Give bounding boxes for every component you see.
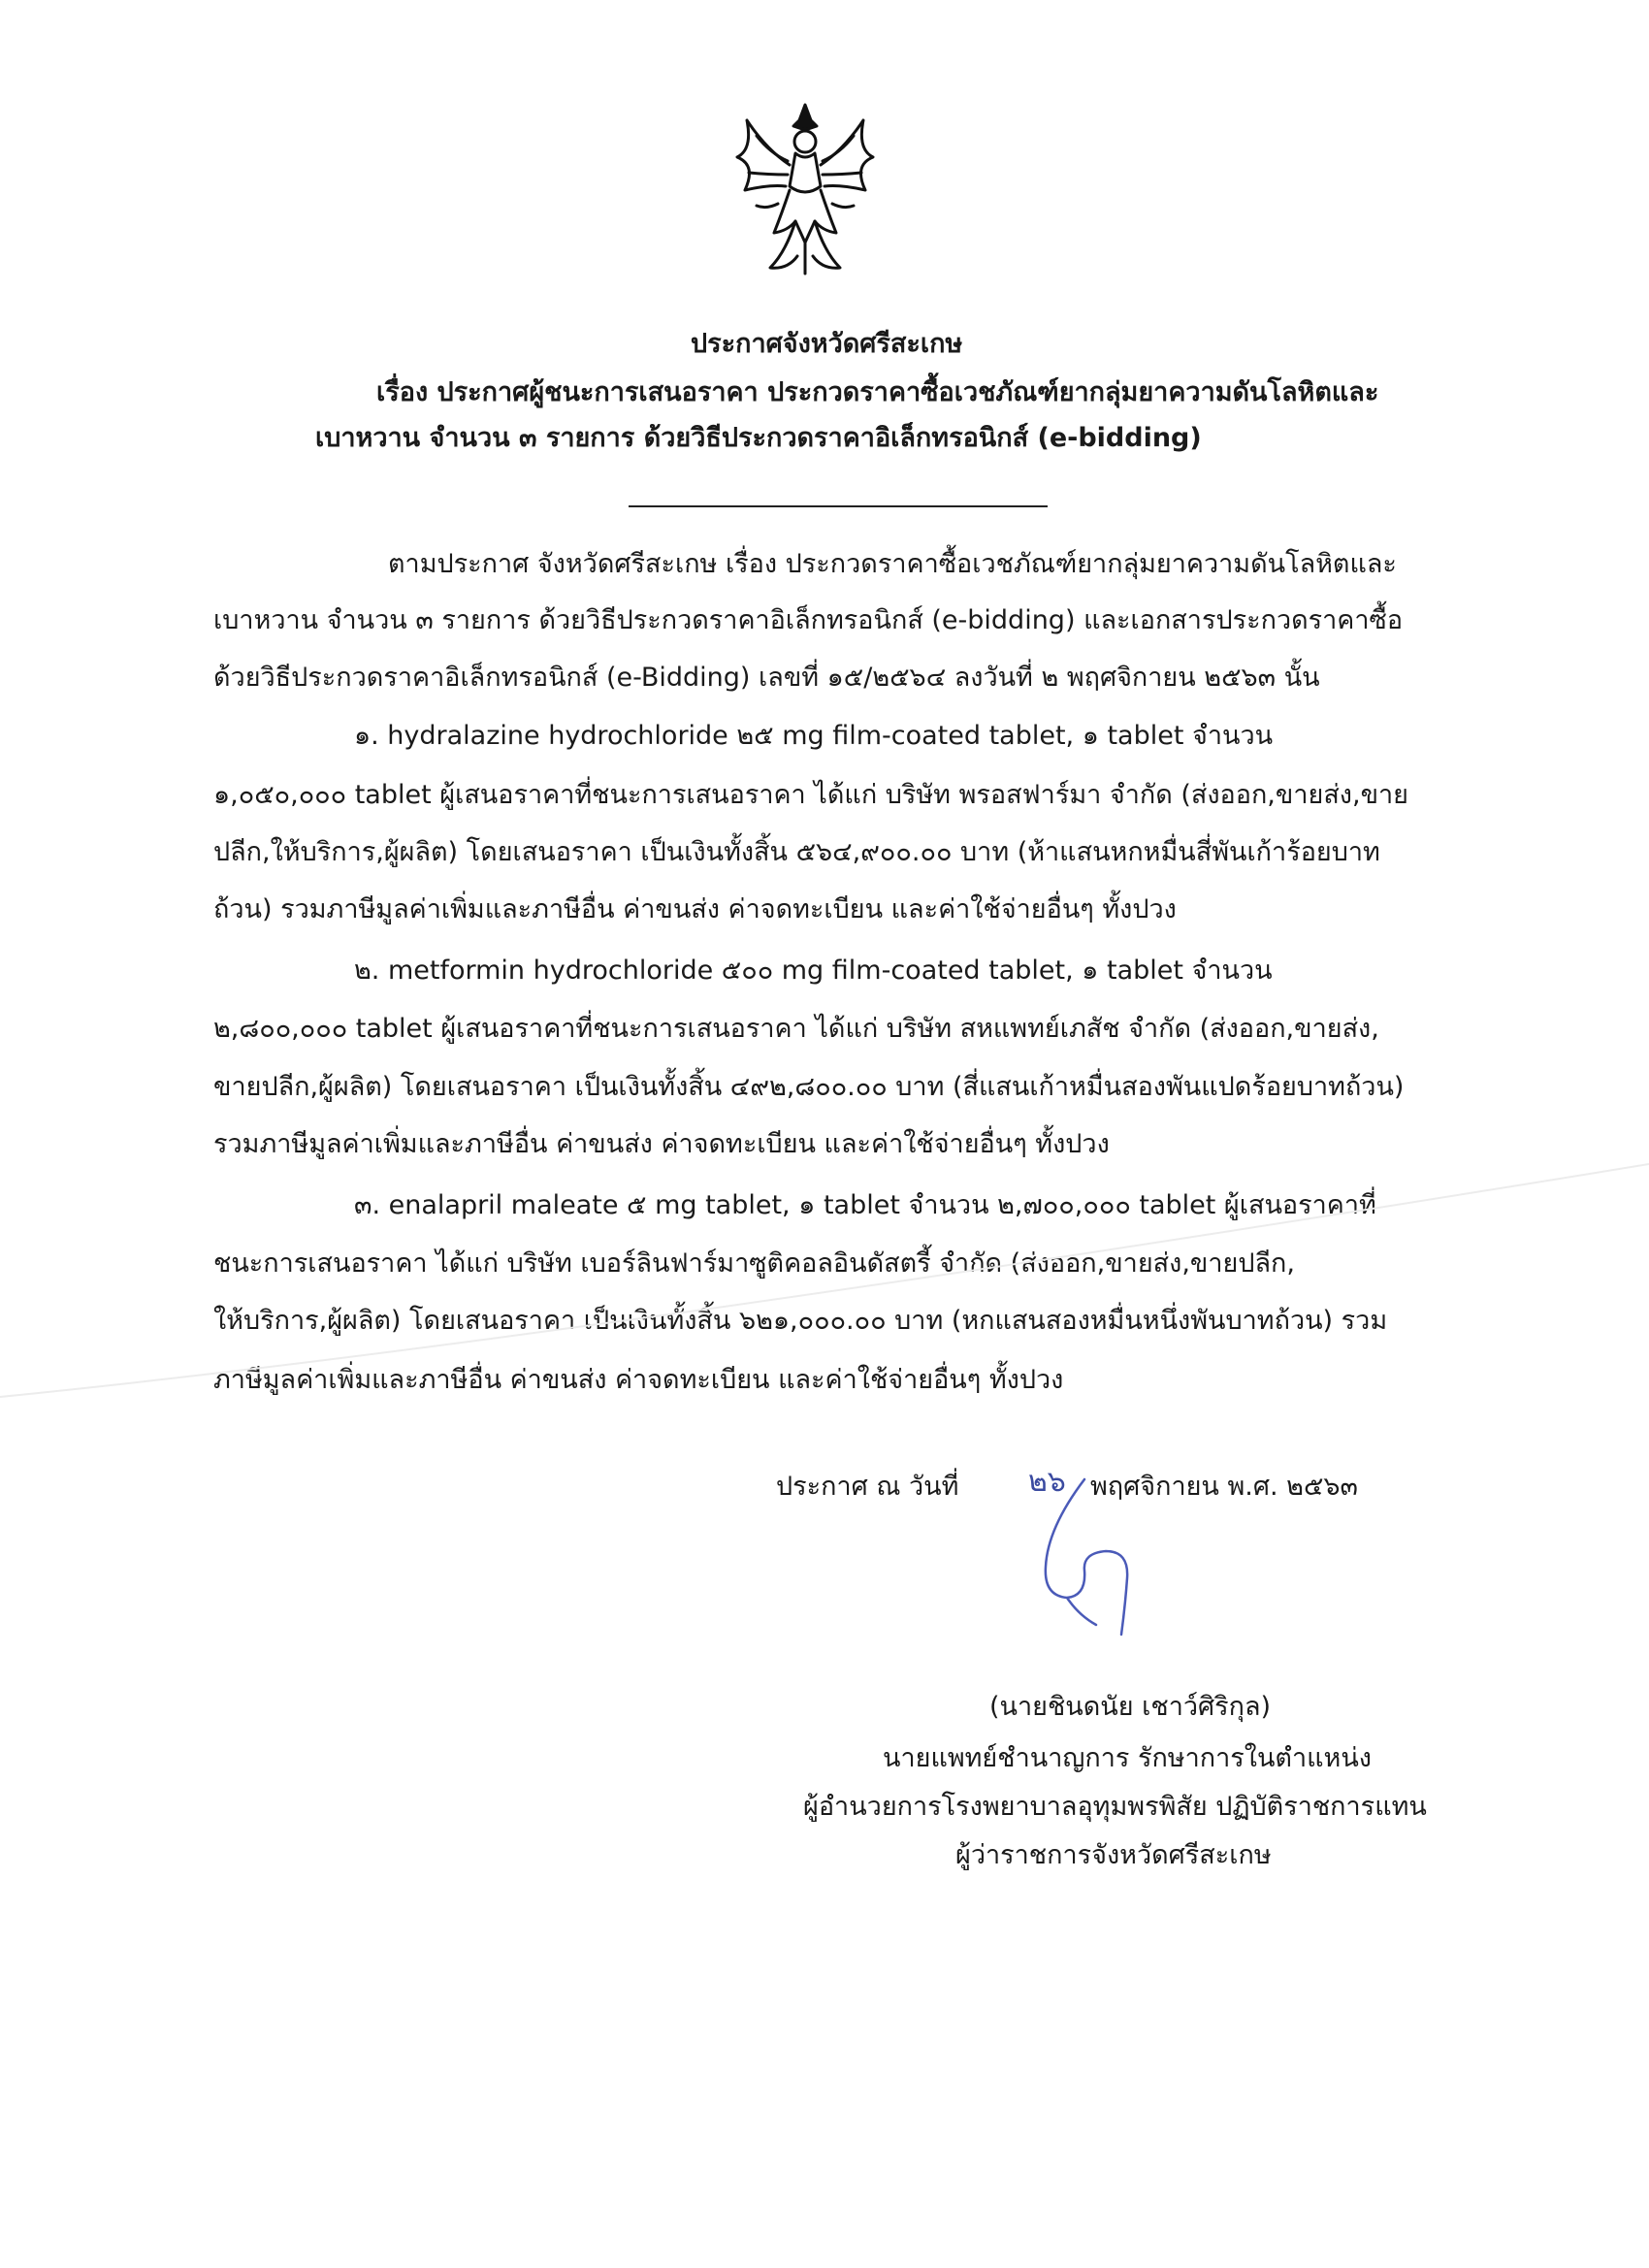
- document-subject-line-2: เบาหวาน จำนวน ๓ รายการ ด้วยวิธีประกวดราคาอิเล็กทรอนิกส์ (e-bidding): [315, 423, 1202, 453]
- intro-line: ตามประกาศ จังหวัดศรีสะเกษ เรื่อง ประกวดราคาซื้อเวชภัณฑ์ยากลุ่มยาความดันโลหิตและ: [388, 549, 1397, 579]
- garuda-emblem-icon: [728, 97, 883, 281]
- title-divider: [629, 505, 1048, 507]
- item-3-line: ๓. enalapril maleate ๕ mg tablet, ๑ tablet จำนวน ๒,๗๐๐,๐๐๐ tablet ผู้เสนอราคาที่: [354, 1190, 1376, 1220]
- signatory-position-1: นายแพทย์ชำนาญการ รักษาการในตำแหน่ง: [883, 1743, 1372, 1773]
- signatory-position-3: ผู้ว่าราชการจังหวัดศรีสะเกษ: [955, 1840, 1272, 1870]
- item-2-line: ขายปลีก,ผู้ผลิต) โดยเสนอราคา เป็นเงินทั้งสิ้น ๔๙๒,๘๐๐.๐๐ บาท (สี่แสนเก้าหมื่นสองพันแปดร้อยบาทถ้วน): [213, 1072, 1405, 1102]
- intro-line: เบาหวาน จำนวน ๓ รายการ ด้วยวิธีประกวดราคาอิเล็กทรอนิกส์ (e-bidding) และเอกสารประกวดราคาซื้อ: [213, 605, 1404, 635]
- item-3-line: ชนะการเสนอราคา ได้แก่ บริษัท เบอร์ลินฟาร์มาซูติคอลอินดัสตรี้ จำกัด (ส่งออก,ขายส่ง,ขายปลีก,: [213, 1248, 1295, 1279]
- item-1-line: ๑. hydralazine hydrochloride ๒๕ mg film-coated tablet, ๑ tablet จำนวน: [354, 721, 1274, 751]
- item-2-line: ๒,๘๐๐,๐๐๐ tablet ผู้เสนอราคาที่ชนะการเสนอราคา ได้แก่ บริษัท สหแพทย์เภสัช จำกัด (ส่งออก,ขายส่ง,: [213, 1014, 1379, 1044]
- announce-date-day: ๒๖: [1028, 1465, 1066, 1499]
- item-1-line: ปลีก,ให้บริการ,ผู้ผลิต) โดยเสนอราคา เป็นเงินทั้งสิ้น ๕๖๔,๙๐๐.๐๐ บาท (ห้าแสนหกหมื่นสี่พันเก้าร้อยบาท: [213, 837, 1380, 867]
- signatory-position-2: ผู้อำนวยการโรงพยาบาลอุทุมพรพิสัย ปฏิบัติราชการแทน: [803, 1792, 1427, 1822]
- item-1-line: ถ้วน) รวมภาษีมูลค่าเพิ่มและภาษีอื่น ค่าขนส่ง ค่าจดทะเบียน และค่าใช้จ่ายอื่นๆ ทั้งปวง: [213, 894, 1177, 924]
- announce-date-prefix: ประกาศ ณ วันที่: [776, 1472, 959, 1502]
- item-1-line: ๑,๐๕๐,๐๐๐ tablet ผู้เสนอราคาที่ชนะการเสนอราคา ได้แก่ บริษัท พรอสฟาร์มา จำกัด (ส่งออก,ขายส่ง,ขาย: [213, 780, 1409, 810]
- item-2-line: รวมภาษีมูลค่าเพิ่มและภาษีอื่น ค่าขนส่ง ค่าจดทะเบียน และค่าใช้จ่ายอื่นๆ ทั้งปวง: [213, 1129, 1110, 1159]
- document-organization-title: ประกาศจังหวัดศรีสะเกษ: [691, 329, 963, 359]
- intro-line: ด้วยวิธีประกวดราคาอิเล็กทรอนิกส์ (e-Bidding) เลขที่ ๑๕/๒๕๖๔ ลงวันที่ ๒ พฤศจิกายน ๒๕๖๓ นั้น: [213, 663, 1320, 693]
- announce-date-month-year: พฤศจิกายน พ.ศ. ๒๕๖๓: [1090, 1472, 1358, 1502]
- item-3-line: ให้บริการ,ผู้ผลิต) โดยเสนอราคา เป็นเงินทั้งสิ้น ๖๒๑,๐๐๐.๐๐ บาท (หกแสนสองหมื่นหนึ่งพันบาทถ้วน) รวม: [213, 1306, 1388, 1336]
- item-3-line: ภาษีมูลค่าเพิ่มและภาษีอื่น ค่าขนส่ง ค่าจดทะเบียน และค่าใช้จ่ายอื่นๆ ทั้งปวง: [213, 1365, 1064, 1395]
- item-2-line: ๒. metformin hydrochloride ๕๐๐ mg film-coated tablet, ๑ tablet จำนวน: [354, 956, 1273, 986]
- signatory-name: (นายชินดนัย เชาว์ศิริกุล): [989, 1692, 1272, 1722]
- handwritten-signature-icon: [1028, 1470, 1145, 1644]
- document-subject-line-1: เรื่อง ประกาศผู้ชนะการเสนอราคา ประกวดราคาซื้อเวชภัณฑ์ยากลุ่มยาความดันโลหิตและ: [376, 377, 1379, 407]
